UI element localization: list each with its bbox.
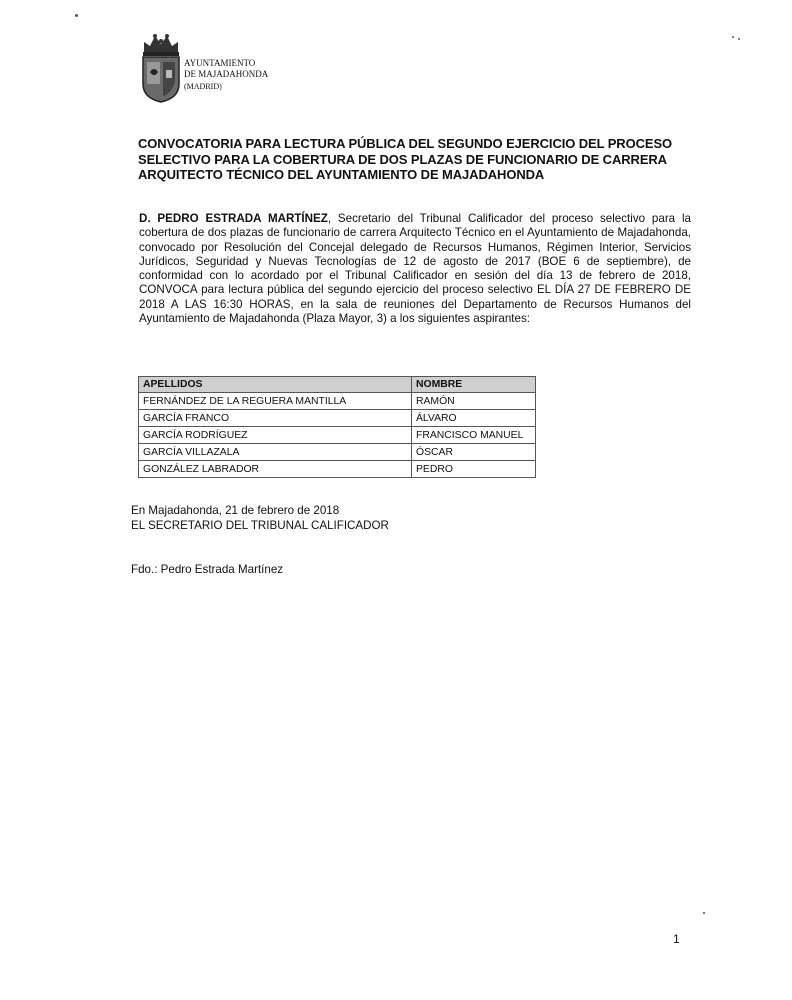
- document-title: CONVOCATORIA PARA LECTURA PÚBLICA DEL SEGUNDO EJERCICIO DEL PROCESO SELECTIVO PARA LA COBERTURA DE DOS PLAZAS DE FUNCIONARIO DE CARRERA ARQUITECTO TÉCNICO DEL AYUNTAMIENTO DE MAJADAHONDA: [138, 136, 673, 182]
- signed-by: Fdo.: Pedro Estrada Martínez: [131, 563, 284, 576]
- scan-speck: [75, 14, 78, 17]
- cell-nombre: ÁLVARO: [412, 410, 536, 427]
- scan-speck: [732, 36, 734, 38]
- cell-apellidos: GARCÍA FRANCO: [139, 410, 412, 427]
- cell-apellidos: GONZÁLEZ LABRADOR: [139, 461, 412, 478]
- coat-of-arms-icon: [138, 32, 184, 104]
- cell-nombre: FRANCISCO MANUEL: [412, 427, 536, 444]
- org-line3: (MADRID): [184, 82, 222, 91]
- body-text: , Secretario del Tribunal Calificador del proceso selectivo para la cobertura de dos plazas de funcionario de carrera Arquitecto Técnico en el Ayuntamiento de Majadahonda, convocado por Resolución del Concejal delegado de Recursos Humanos, Régimen Interior, Servicios Jurídicos, Seguridad y Nuevas Tecnologías de 12 de agosto de 2017 (BOE 6 de septiembre), de conformidad con lo acordado por el Tribunal Calificador en sesión del día 13 de febrero de 2018, CONVOCA para lectura pública del segundo ejercicio del proceso selectivo EL DÍA 27 DE FEBRERO DE 2018 A LAS 16:30 HORAS, en la sala de reuniones del Departamento de Recursos Humanos del Ayuntamiento de Majadahonda (Plaza Mayor, 3) a los siguientes aspirantes:: [139, 212, 691, 326]
- org-line2: DE MAJADAHONDA: [184, 69, 269, 79]
- scan-speck: [703, 912, 705, 914]
- page-number: 1: [673, 932, 680, 946]
- table-row: [139, 444, 536, 461]
- table-row: [139, 427, 536, 444]
- cell-nombre: ÓSCAR: [412, 444, 536, 461]
- place-and-date: En Majadahonda, 21 de febrero de 2018: [131, 504, 340, 517]
- column-header-apellidos: APELLIDOS: [139, 377, 412, 393]
- table-row: [139, 410, 536, 427]
- cell-apellidos: FERNÁNDEZ DE LA REGUERA MANTILLA: [139, 393, 412, 410]
- column-header-nombre: NOMBRE: [412, 377, 536, 393]
- table-row: [139, 461, 536, 478]
- body-paragraph: [139, 212, 691, 326]
- scan-speck: [738, 38, 740, 40]
- cell-nombre: RAMÓN: [412, 393, 536, 410]
- candidates-table: [138, 376, 536, 478]
- signer-title: EL SECRETARIO DEL TRIBUNAL CALIFICADOR: [131, 519, 389, 532]
- cell-apellidos: GARCÍA RODRÍGUEZ: [139, 427, 412, 444]
- organization-name: [184, 58, 268, 92]
- cell-nombre: PEDRO: [412, 461, 536, 478]
- signer-name: D. PEDRO ESTRADA MARTÍNEZ: [139, 212, 328, 225]
- table-header-row: [139, 377, 536, 393]
- cell-apellidos: GARCÍA VILLAZALA: [139, 444, 412, 461]
- table-row: [139, 393, 536, 410]
- org-line1: AYUNTAMIENTO: [184, 58, 256, 68]
